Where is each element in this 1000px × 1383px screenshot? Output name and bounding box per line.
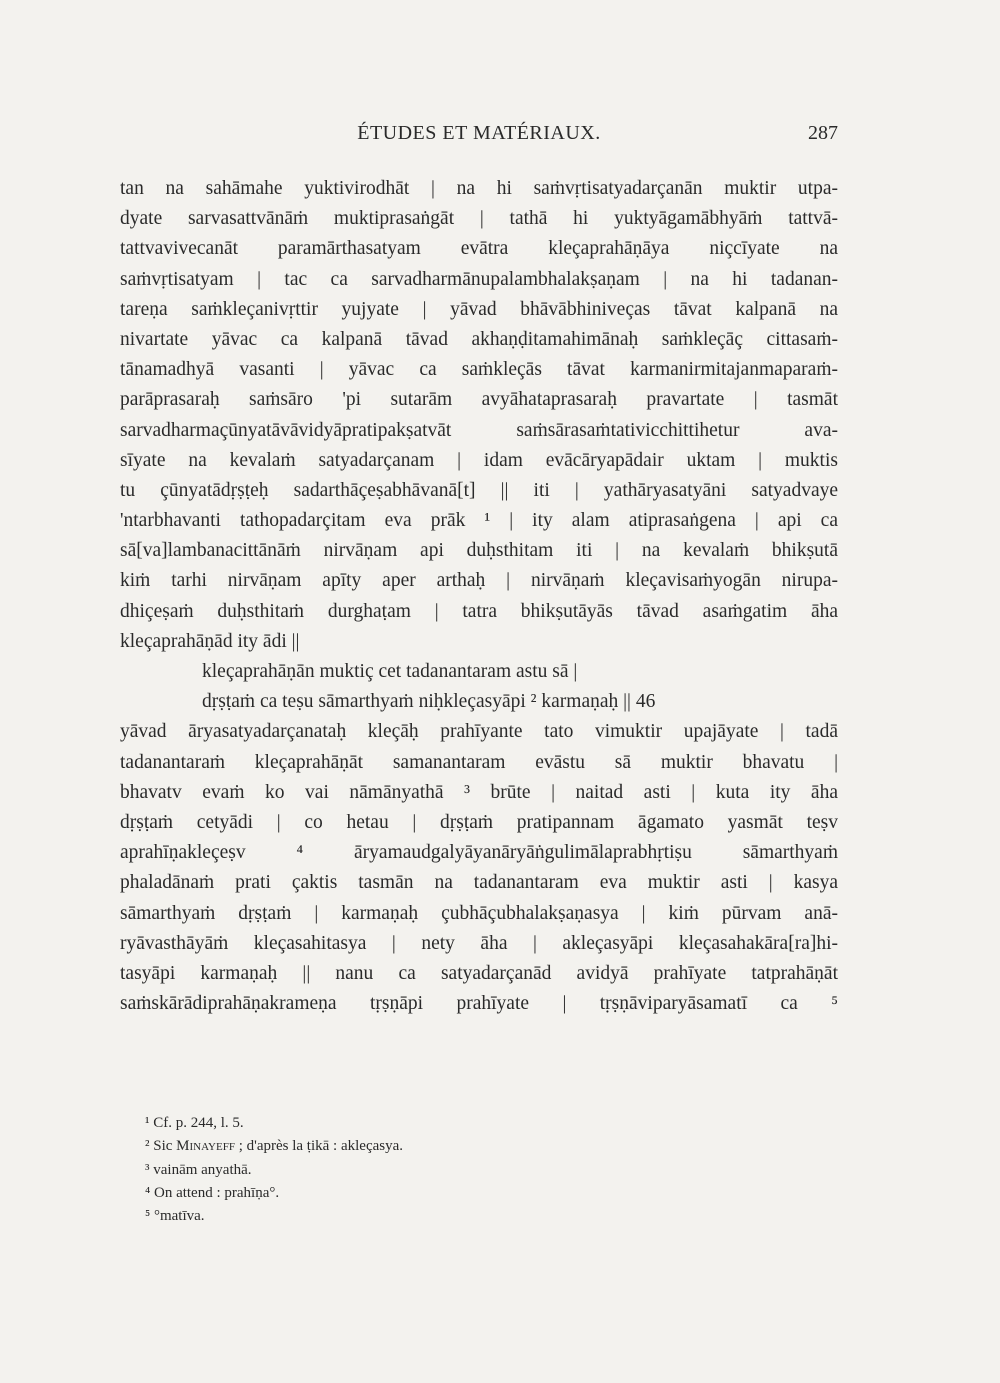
footnote	[145, 1135, 745, 1158]
text-line: sīyate na kevalaṁ satyadarçanam | idam evācāryapādair uktam | muktis	[120, 449, 838, 471]
footnote-text: °matīva.	[153, 1208, 205, 1225]
text-line: tattvavivecanāt paramārthasatyam evātra kleçaprahāṇāya niçcīyate na	[120, 238, 838, 260]
text-line: tan na sahāmahe yuktivirodhāt | na hi saṁvṛtisatyadarçanān muktir utpa-	[120, 178, 838, 199]
footnote	[145, 1205, 745, 1228]
text-line: kiṁ tarhi nirvāṇam apīty aper arthaḥ | nirvāṇaṁ kleçavisaṁyogān nirupa-	[120, 570, 838, 592]
footnote-text: Sic	[153, 1138, 177, 1155]
text-line: sā[va]lambanacittānāṁ nirvāṇam api duḥsthitam iti | na kevalaṁ bhikṣutā	[120, 540, 838, 562]
footnote-mark: ⁵	[145, 1208, 154, 1225]
text-line: tasyāpi karmaṇaḥ || nanu ca satyadarçanād avidyā prahīyate tatprahāṇāt	[120, 962, 838, 984]
running-title: ÉTUDES ET MATÉRIAUX.	[357, 122, 601, 144]
text-line: dṛṣṭaṁ ca teṣu sāmarthyaṁ niḥkleçasyāpi ² karmaṇaḥ || 46	[202, 691, 656, 713]
footnote-author-name: Minayeff	[176, 1138, 235, 1155]
text-line: kleçaprahāṇān muktiç cet tadanantaram astu sā |	[202, 661, 578, 682]
footnote-mark: ⁴	[145, 1184, 154, 1201]
text-line: dṛṣṭaṁ cetyādi | co hetau | dṛṣṭaṁ pratipannam āgamato yasmāt teṣv	[120, 811, 838, 833]
text-line: parāprasaraḥ saṁsāro 'pi sutarām avyāhataprasaraḥ pravartate | tasmāt	[120, 389, 838, 411]
footnote-text: On attend : prahīṇa°.	[153, 1184, 280, 1201]
footnote-mark: ²	[145, 1138, 154, 1155]
text-line: aprahīṇakleçeṣv ⁴ āryamaudgalyāyanāryāṅgulimālaprabhṛtiṣu sāmarthyaṁ	[120, 842, 838, 864]
text-line: kleçaprahāṇād ity ādi ||	[120, 630, 300, 652]
text-line: saṁskārādiprahāṇakrameṇa tṛṣṇāpi prahīyate | tṛṣṇāviparyāsamatī ca ⁵	[120, 993, 838, 1015]
text-line: sarvadharmaçūnyatāvāvidyāpratipakṣatvāt saṁsārasaṁtativicchittihetur ava-	[120, 419, 838, 441]
text-line: ryāvasthāyāṁ kleçasahitasya | nety āha | akleçasyāpi kleçasahakāra[ra]hi-	[120, 932, 838, 954]
text-line: tadanantaraṁ kleçaprahāṇāt samanantaram evāstu sā muktir bhavatu |	[120, 751, 838, 773]
footnote	[145, 1112, 745, 1135]
text-line: yāvad āryasatyadarçanataḥ kleçāḥ prahīyante tato vimuktir upajāyate | tadā	[120, 721, 838, 743]
footnote-text: ; d'après la ṭikā : akleçasya.	[234, 1138, 403, 1155]
running-header	[120, 122, 838, 152]
main-text	[120, 174, 838, 1019]
text-line: phaladānaṁ prati çaktis tasmān na tadanantaram eva muktir asti | kasya	[120, 872, 838, 894]
text-line: saṁvṛtisatyam | tac ca sarvadharmānupalambhalakṣaṇam | na hi tadanan-	[120, 268, 838, 290]
footnote-mark: ¹	[145, 1115, 154, 1131]
text-line: tareṇa saṁkleçanivṛttir yujyate | yāvad bhāvābhiniveças tāvat kalpanā na	[120, 298, 838, 320]
page-number: 287	[808, 122, 838, 144]
footnotes	[145, 1112, 745, 1228]
text-line: 'ntarbhavanti tathopadarçitam eva prāk ¹ | ity alam atiprasaṅgena | api ca	[120, 510, 838, 532]
footnote-text: Cf. p. 244, l. 5.	[153, 1115, 244, 1131]
text-line: bhavatv evaṁ ko vai nāmānyathā ³ brūte | naitad asti | kuta ity āha	[120, 781, 838, 803]
text-line: sāmarthyaṁ dṛṣṭaṁ | karmaṇaḥ çubhāçubhalakṣaṇasya | kiṁ pūrvam anā-	[120, 902, 838, 924]
footnote	[145, 1159, 745, 1182]
text-line: nivartate yāvac ca kalpanā tāvad akhaṇḍitamahimānaḥ saṁkleçāç cittasaṁ-	[120, 328, 838, 350]
text-line: tānamadhyā vasanti | yāvac ca saṁkleçās tāvat karmanirmitajanmaparaṁ-	[120, 359, 838, 381]
text-line: tu çūnyatādṛṣṭeḥ sadarthāçeṣabhāvanā[t] || iti | yathāryasatyāni satyadvaye	[120, 479, 838, 501]
footnote-text: vainām anyathā.	[153, 1161, 252, 1178]
text-line: dyate sarvasattvānāṁ muktiprasaṅgāt | tathā hi yuktyāgamābhyāṁ tattvā-	[120, 208, 838, 230]
text-line: dhiçeṣaṁ duḥsthitaṁ durghaṭam | tatra bhikṣutāyās tāvad asaṁgatim āha	[120, 600, 838, 622]
footnote-mark: ³	[145, 1161, 154, 1178]
footnote	[145, 1182, 745, 1205]
